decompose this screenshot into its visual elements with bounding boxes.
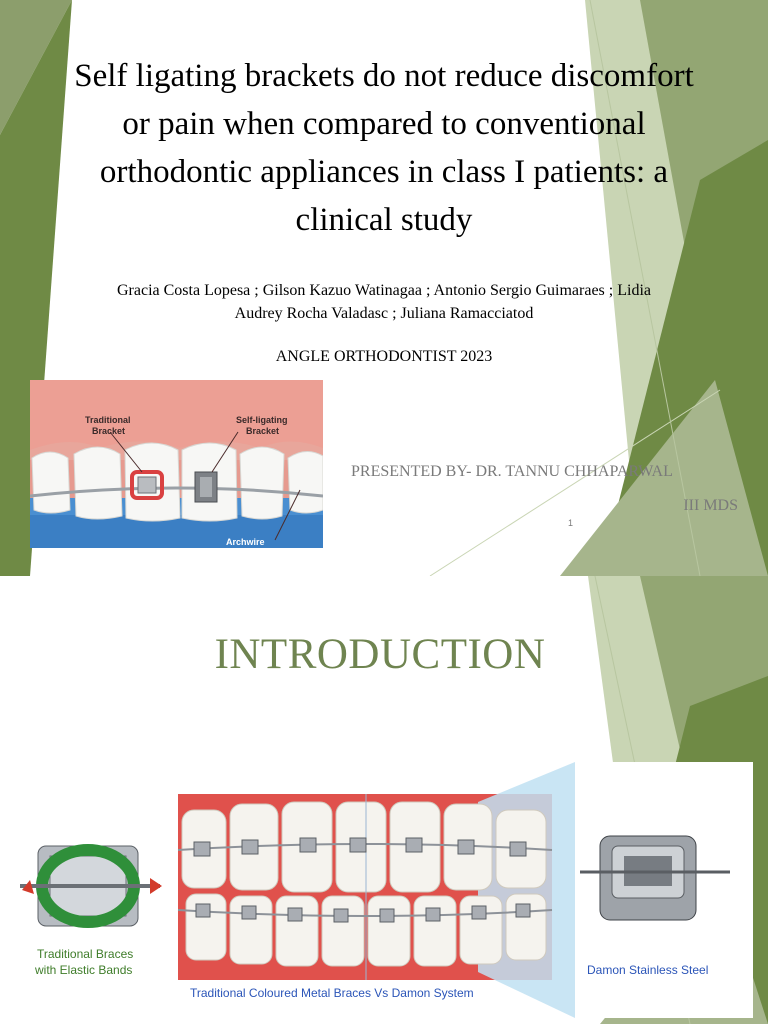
self-ligating-bracket-label: Self-ligating (236, 415, 288, 425)
presenter-degree: III MDS (683, 497, 738, 514)
left-caption: with Elastic Bands (35, 963, 133, 977)
author-line: Gracia Costa Lopesa ; Gilson Kazuo Watinagaa ; Antonio Sergio Guimaraes ; Lidia (117, 282, 651, 299)
braces-comparison-image (10, 762, 753, 1018)
slide-number: 1 (568, 518, 574, 528)
traditional-bracket-label: Traditional (85, 415, 131, 425)
section-heading: INTRODUCTION (214, 631, 546, 678)
bottom-caption: Traditional Coloured Metal Braces Vs Damon System (190, 986, 474, 1000)
author-line: Audrey Rocha Valadasc ; Juliana Ramacciatod (234, 305, 534, 322)
presentation-title: Self ligating brackets do not reduce discomfort or pain when compared to conventional orthodontic appliances in class I patients: a clinical study (74, 58, 694, 238)
traditional-bracket-label: Bracket (92, 426, 126, 436)
author-list (50, 279, 718, 325)
bracket-comparison-image (30, 380, 323, 548)
introduction-slide (0, 576, 768, 1024)
presenter-name: PRESENTED BY- DR. TANNU CHHAPARWAL (351, 463, 673, 480)
left-caption: Traditional Braces (37, 947, 134, 961)
self-ligating-bracket-label: Bracket (246, 426, 280, 436)
right-caption: Damon Stainless Steel (587, 963, 709, 977)
journal-citation: ANGLE ORTHODONTIST 2023 (275, 348, 493, 365)
archwire-label: Archwire (226, 537, 265, 547)
